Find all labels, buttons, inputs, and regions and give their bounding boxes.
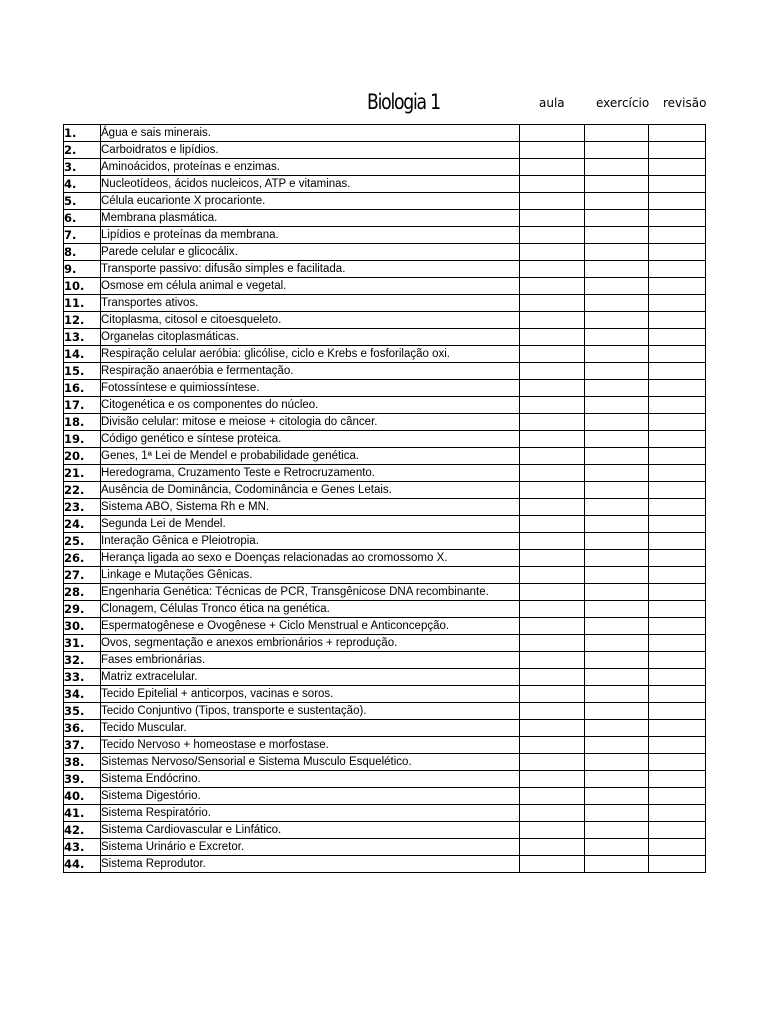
row-number: 35. (64, 703, 101, 720)
topic-cell: Organelas citoplasmáticas. (101, 329, 520, 346)
revisao-cell[interactable] (649, 176, 706, 193)
revisao-cell[interactable] (649, 635, 706, 652)
revisao-cell[interactable] (649, 431, 706, 448)
row-number: 26. (64, 550, 101, 567)
row-number: 24. (64, 516, 101, 533)
topic-cell: Sistema Cardiovascular e Linfático. (101, 822, 520, 839)
table-row (64, 584, 706, 601)
table-row (64, 363, 706, 380)
row-number: 1. (64, 125, 101, 142)
aula-cell[interactable] (520, 856, 585, 873)
aula-cell[interactable] (520, 754, 585, 771)
topic-cell: Sistema ABO, Sistema Rh e MN. (101, 499, 520, 516)
table-row (64, 125, 706, 142)
topic-cell: Sistema Endócrino. (101, 771, 520, 788)
topic-cell: Tecido Muscular. (101, 720, 520, 737)
topic-cell: Genes, 1ª Lei de Mendel e probabilidade genética. (101, 448, 520, 465)
topic-cell: Heredograma, Cruzamento Teste e Retrocruzamento. (101, 465, 520, 482)
row-number: 30. (64, 618, 101, 635)
exercicio-cell[interactable] (585, 363, 649, 380)
revisao-cell[interactable] (649, 754, 706, 771)
row-number: 19. (64, 431, 101, 448)
table-row (64, 346, 706, 363)
table-row (64, 499, 706, 516)
topic-cell: Tecido Conjuntivo (Tipos, transporte e sustentação). (101, 703, 520, 720)
revisao-cell[interactable] (649, 329, 706, 346)
row-number: 36. (64, 720, 101, 737)
revisao-cell[interactable] (649, 278, 706, 295)
topic-cell: Célula eucarionte X procarionte. (101, 193, 520, 210)
aula-cell[interactable] (520, 822, 585, 839)
exercicio-cell[interactable] (585, 720, 649, 737)
table-row (64, 618, 706, 635)
aula-cell[interactable] (520, 771, 585, 788)
exercicio-cell[interactable] (585, 346, 649, 363)
row-number: 42. (64, 822, 101, 839)
table-row (64, 414, 706, 431)
topic-cell: Citogenética e os componentes do núcleo. (101, 397, 520, 414)
revisao-cell[interactable] (649, 312, 706, 329)
table-row (64, 805, 706, 822)
exercicio-cell[interactable] (585, 261, 649, 278)
row-number: 18. (64, 414, 101, 431)
revisao-cell[interactable] (649, 669, 706, 686)
table-row (64, 669, 706, 686)
topic-cell: Citoplasma, citosol e citoesqueleto. (101, 312, 520, 329)
exercicio-cell[interactable] (585, 805, 649, 822)
table-row (64, 856, 706, 873)
topic-cell: Respiração celular aeróbia: glicólise, ciclo e Krebs e fosforilação oxi. (101, 346, 520, 363)
aula-cell[interactable] (520, 261, 585, 278)
table-row (64, 295, 706, 312)
table-row (64, 227, 706, 244)
topic-cell: Água e sais minerais. (101, 125, 520, 142)
aula-cell[interactable] (520, 363, 585, 380)
aula-cell[interactable] (520, 550, 585, 567)
table-row (64, 159, 706, 176)
exercicio-cell[interactable] (585, 159, 649, 176)
topic-cell: Herança ligada ao sexo e Doenças relacionadas ao cromossomo X. (101, 550, 520, 567)
aula-cell[interactable] (520, 414, 585, 431)
exercicio-cell[interactable] (585, 210, 649, 227)
aula-cell[interactable] (520, 805, 585, 822)
row-number: 16. (64, 380, 101, 397)
aula-cell[interactable] (520, 125, 585, 142)
topic-cell: Ovos, segmentação e anexos embrionários + reprodução. (101, 635, 520, 652)
page-title: Biologia 1 (367, 90, 440, 114)
row-number: 33. (64, 669, 101, 686)
exercicio-cell[interactable] (585, 686, 649, 703)
row-number: 5. (64, 193, 101, 210)
aula-cell[interactable] (520, 448, 585, 465)
topic-cell: Espermatogênese e Ovogênese + Ciclo Menstrual e Anticoncepção. (101, 618, 520, 635)
table-row (64, 210, 706, 227)
exercicio-cell[interactable] (585, 584, 649, 601)
row-number: 37. (64, 737, 101, 754)
table-row (64, 754, 706, 771)
revisao-cell[interactable] (649, 771, 706, 788)
row-number: 9. (64, 261, 101, 278)
table-row (64, 380, 706, 397)
table-row (64, 516, 706, 533)
revisao-cell[interactable] (649, 363, 706, 380)
table-row (64, 329, 706, 346)
table-row (64, 176, 706, 193)
aula-cell[interactable] (520, 635, 585, 652)
exercicio-cell[interactable] (585, 652, 649, 669)
exercicio-cell[interactable] (585, 142, 649, 159)
table-row (64, 601, 706, 618)
revisao-cell[interactable] (649, 448, 706, 465)
table-row (64, 533, 706, 550)
topic-cell: Sistema Respiratório. (101, 805, 520, 822)
revisao-cell[interactable] (649, 261, 706, 278)
revisao-cell[interactable] (649, 618, 706, 635)
topic-cell: Fases embrionárias. (101, 652, 520, 669)
exercicio-cell[interactable] (585, 788, 649, 805)
revisao-cell[interactable] (649, 839, 706, 856)
row-number: 20. (64, 448, 101, 465)
exercicio-cell[interactable] (585, 839, 649, 856)
table-row (64, 142, 706, 159)
aula-cell[interactable] (520, 227, 585, 244)
topic-cell: Respiração anaeróbia e fermentação. (101, 363, 520, 380)
table-row (64, 448, 706, 465)
row-number: 34. (64, 686, 101, 703)
revisao-cell[interactable] (649, 159, 706, 176)
row-number: 25. (64, 533, 101, 550)
revisao-cell[interactable] (649, 244, 706, 261)
exercicio-cell[interactable] (585, 193, 649, 210)
revisao-cell[interactable] (649, 788, 706, 805)
table-row (64, 822, 706, 839)
topic-cell: Segunda Lei de Mendel. (101, 516, 520, 533)
exercicio-cell[interactable] (585, 414, 649, 431)
exercicio-cell[interactable] (585, 533, 649, 550)
revisao-cell[interactable] (649, 227, 706, 244)
aula-cell[interactable] (520, 278, 585, 295)
aula-cell[interactable] (520, 567, 585, 584)
exercicio-cell[interactable] (585, 822, 649, 839)
aula-cell[interactable] (520, 601, 585, 618)
aula-cell[interactable] (520, 482, 585, 499)
topic-cell: Tecido Nervoso + homeostase e morfostase. (101, 737, 520, 754)
topics-table-body (64, 125, 706, 873)
table-row (64, 635, 706, 652)
revisao-cell[interactable] (649, 720, 706, 737)
exercicio-cell[interactable] (585, 312, 649, 329)
aula-cell[interactable] (520, 669, 585, 686)
table-row (64, 567, 706, 584)
revisao-cell[interactable] (649, 210, 706, 227)
aula-cell[interactable] (520, 652, 585, 669)
row-number: 17. (64, 397, 101, 414)
table-row (64, 397, 706, 414)
revisao-cell[interactable] (649, 567, 706, 584)
topic-cell: Ausência de Dominância, Codominância e Genes Letais. (101, 482, 520, 499)
aula-cell[interactable] (520, 397, 585, 414)
row-number: 27. (64, 567, 101, 584)
topic-cell: Sistema Reprodutor. (101, 856, 520, 873)
row-number: 23. (64, 499, 101, 516)
exercicio-cell[interactable] (585, 737, 649, 754)
exercicio-cell[interactable] (585, 550, 649, 567)
table-row (64, 652, 706, 669)
topic-cell: Sistemas Nervoso/Sensorial e Sistema Musculo Esquelético. (101, 754, 520, 771)
revisao-cell[interactable] (649, 805, 706, 822)
topic-cell: Divisão celular: mitose e meiose + citologia do câncer. (101, 414, 520, 431)
row-number: 8. (64, 244, 101, 261)
aula-cell[interactable] (520, 380, 585, 397)
revisao-cell[interactable] (649, 295, 706, 312)
row-number: 13. (64, 329, 101, 346)
revisao-cell[interactable] (649, 686, 706, 703)
row-number: 22. (64, 482, 101, 499)
topic-cell: Parede celular e glicocálix. (101, 244, 520, 261)
aula-cell[interactable] (520, 142, 585, 159)
row-number: 2. (64, 142, 101, 159)
topic-cell: Nucleotídeos, ácidos nucleicos, ATP e vitaminas. (101, 176, 520, 193)
revisao-cell[interactable] (649, 193, 706, 210)
row-number: 7. (64, 227, 101, 244)
topic-cell: Código genético e síntese proteica. (101, 431, 520, 448)
topic-cell: Membrana plasmática. (101, 210, 520, 227)
topic-cell: Aminoácidos, proteínas e enzimas. (101, 159, 520, 176)
exercicio-cell[interactable] (585, 754, 649, 771)
row-number: 10. (64, 278, 101, 295)
revisao-cell[interactable] (649, 346, 706, 363)
revisao-cell[interactable] (649, 499, 706, 516)
row-number: 3. (64, 159, 101, 176)
exercicio-cell[interactable] (585, 635, 649, 652)
exercicio-cell[interactable] (585, 380, 649, 397)
aula-cell[interactable] (520, 244, 585, 261)
row-number: 38. (64, 754, 101, 771)
aula-cell[interactable] (520, 193, 585, 210)
table-row (64, 788, 706, 805)
row-number: 15. (64, 363, 101, 380)
table-row (64, 431, 706, 448)
exercicio-cell[interactable] (585, 176, 649, 193)
revisao-cell[interactable] (649, 703, 706, 720)
row-number: 28. (64, 584, 101, 601)
aula-cell[interactable] (520, 737, 585, 754)
topic-cell: Interação Gênica e Pleiotropia. (101, 533, 520, 550)
exercicio-cell[interactable] (585, 278, 649, 295)
aula-cell[interactable] (520, 431, 585, 448)
aula-cell[interactable] (520, 312, 585, 329)
aula-cell[interactable] (520, 720, 585, 737)
row-number: 31. (64, 635, 101, 652)
aula-cell[interactable] (520, 329, 585, 346)
table-row (64, 703, 706, 720)
table-row (64, 720, 706, 737)
exercicio-cell[interactable] (585, 856, 649, 873)
exercicio-cell[interactable] (585, 227, 649, 244)
exercicio-cell[interactable] (585, 482, 649, 499)
table-row (64, 737, 706, 754)
topic-cell: Transportes ativos. (101, 295, 520, 312)
revisao-cell[interactable] (649, 397, 706, 414)
row-number: 21. (64, 465, 101, 482)
table-row (64, 244, 706, 261)
aula-cell[interactable] (520, 176, 585, 193)
row-number: 39. (64, 771, 101, 788)
revisao-cell[interactable] (649, 584, 706, 601)
exercicio-cell[interactable] (585, 465, 649, 482)
revisao-cell[interactable] (649, 652, 706, 669)
exercicio-cell[interactable] (585, 618, 649, 635)
aula-cell[interactable] (520, 533, 585, 550)
table-row (64, 312, 706, 329)
revisao-cell[interactable] (649, 601, 706, 618)
topic-cell: Matriz extracelular. (101, 669, 520, 686)
table-row (64, 550, 706, 567)
row-number: 44. (64, 856, 101, 873)
topics-table (63, 124, 706, 873)
table-row (64, 278, 706, 295)
table-row (64, 261, 706, 278)
table-row (64, 193, 706, 210)
row-number: 6. (64, 210, 101, 227)
exercicio-cell[interactable] (585, 295, 649, 312)
revisao-cell[interactable] (649, 550, 706, 567)
revisao-cell[interactable] (649, 380, 706, 397)
topic-cell: Transporte passivo: difusão simples e facilitada. (101, 261, 520, 278)
exercicio-cell[interactable] (585, 397, 649, 414)
row-number: 14. (64, 346, 101, 363)
topic-cell: Lipídios e proteínas da membrana. (101, 227, 520, 244)
column-header-exercicio: exercício (596, 96, 650, 110)
exercicio-cell[interactable] (585, 669, 649, 686)
table-row (64, 839, 706, 856)
topic-cell: Sistema Urinário e Excretor. (101, 839, 520, 856)
exercicio-cell[interactable] (585, 567, 649, 584)
topic-cell: Osmose em célula animal e vegetal. (101, 278, 520, 295)
aula-cell[interactable] (520, 839, 585, 856)
aula-cell[interactable] (520, 159, 585, 176)
topic-cell: Clonagem, Células Tronco ética na genética. (101, 601, 520, 618)
table-row (64, 482, 706, 499)
aula-cell[interactable] (520, 465, 585, 482)
exercicio-cell[interactable] (585, 431, 649, 448)
table-row (64, 465, 706, 482)
exercicio-cell[interactable] (585, 329, 649, 346)
topic-cell: Sistema Digestório. (101, 788, 520, 805)
row-number: 29. (64, 601, 101, 618)
aula-cell[interactable] (520, 346, 585, 363)
topic-cell: Tecido Epitelial + anticorpos, vacinas e soros. (101, 686, 520, 703)
row-number: 41. (64, 805, 101, 822)
row-number: 4. (64, 176, 101, 193)
revisao-cell[interactable] (649, 482, 706, 499)
topic-cell: Fotossíntese e quimiossíntese. (101, 380, 520, 397)
aula-cell[interactable] (520, 618, 585, 635)
revisao-cell[interactable] (649, 737, 706, 754)
revisao-cell[interactable] (649, 822, 706, 839)
row-number: 43. (64, 839, 101, 856)
revisao-cell[interactable] (649, 142, 706, 159)
aula-cell[interactable] (520, 584, 585, 601)
exercicio-cell[interactable] (585, 125, 649, 142)
revisao-cell[interactable] (649, 856, 706, 873)
table-row (64, 771, 706, 788)
table-row (64, 686, 706, 703)
exercicio-cell[interactable] (585, 703, 649, 720)
aula-cell[interactable] (520, 295, 585, 312)
row-number: 40. (64, 788, 101, 805)
exercicio-cell[interactable] (585, 499, 649, 516)
exercicio-cell[interactable] (585, 516, 649, 533)
column-header-revisao: revisão (663, 96, 707, 110)
aula-cell[interactable] (520, 703, 585, 720)
topic-cell: Linkage e Mutações Gênicas. (101, 567, 520, 584)
revisao-cell[interactable] (649, 465, 706, 482)
exercicio-cell[interactable] (585, 601, 649, 618)
exercicio-cell[interactable] (585, 771, 649, 788)
revisao-cell[interactable] (649, 125, 706, 142)
revisao-cell[interactable] (649, 516, 706, 533)
revisao-cell[interactable] (649, 533, 706, 550)
aula-cell[interactable] (520, 499, 585, 516)
aula-cell[interactable] (520, 788, 585, 805)
aula-cell[interactable] (520, 686, 585, 703)
exercicio-cell[interactable] (585, 448, 649, 465)
aula-cell[interactable] (520, 210, 585, 227)
row-number: 32. (64, 652, 101, 669)
column-header-aula: aula (539, 96, 565, 110)
row-number: 11. (64, 295, 101, 312)
topic-cell: Engenharia Genética: Técnicas de PCR, Transgênicose DNA recombinante. (101, 584, 520, 601)
exercicio-cell[interactable] (585, 244, 649, 261)
topic-cell: Carboidratos e lipídios. (101, 142, 520, 159)
revisao-cell[interactable] (649, 414, 706, 431)
row-number: 12. (64, 312, 101, 329)
aula-cell[interactable] (520, 516, 585, 533)
